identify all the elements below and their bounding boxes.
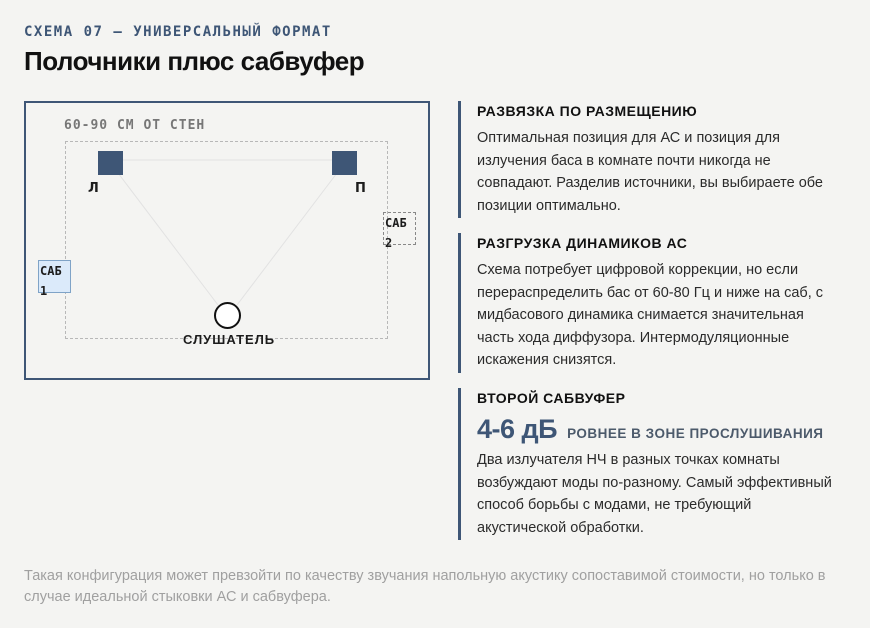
listener-position	[214, 302, 241, 329]
card-text: Оптимальная позиция для АС и позиция для излучения баса в комнате почти никогда не совпадают. Разделив источники, вы выбираете обе позиции оптимально.	[477, 130, 823, 214]
subwoofer-2-label	[385, 213, 425, 253]
subwoofer-2	[383, 212, 416, 250]
subwoofer-2-label-line2: 2	[385, 236, 393, 250]
eyebrow: СХЕМА 07 — УНИВЕРСАЛЬНЫЙ ФОРМАТ	[24, 24, 332, 40]
card-title: РАЗГРУЗКА ДИНАМИКОВ АС	[477, 235, 688, 251]
stat-row	[477, 414, 838, 445]
page-title: Полочники плюс сабвуфер	[24, 46, 365, 76]
subwoofer-1-label-line2: 1	[40, 284, 48, 298]
subwoofer-2-label-line1: САБ	[385, 216, 407, 230]
subwoofer-1-label	[40, 261, 80, 301]
card-text: Два излучателя НЧ в разных точках комнаты возбуждают моды по-разному. Самый эффективный способ борьбы с модами, не требующий акустической обработки.	[477, 452, 832, 536]
left-speaker-label: Л	[88, 181, 99, 196]
left-speaker	[98, 151, 123, 175]
right-speaker-label: П	[355, 181, 366, 196]
card-placement	[458, 101, 838, 218]
subwoofer-1-label-line1: САБ	[40, 264, 62, 278]
card-title: ВТОРОЙ САБВУФЕР	[477, 390, 626, 406]
footnote: Такая конфигурация может превзойти по качеству звучания напольную акустику сопоставимой стоимости, но только в случае идеальной стыковки АС и сабвуфера.	[24, 568, 826, 605]
card-text: Схема потребует цифровой коррекции, но если перераспределить бас от 60-80 Гц и ниже на саб, с мидбасового динамика снимается значительная часть хода диффузора. Интермодуляционные искажения снизятся.	[477, 262, 823, 368]
card-title: РАЗВЯЗКА ПО РАЗМЕЩЕНИЮ	[477, 103, 698, 119]
stat-note: РОВНЕЕ В ЗОНЕ ПРОСЛУШИВАНИЯ	[567, 426, 824, 441]
card-driver-unload	[458, 233, 838, 373]
card-second-sub	[458, 388, 838, 540]
zone-label: 60-90 СМ ОТ СТЕН	[64, 118, 206, 133]
right-speaker	[332, 151, 357, 175]
stat-value: 4-6 дБ	[477, 414, 558, 444]
listener-label: СЛУШАТЕЛЬ	[183, 332, 276, 347]
subwoofer-1	[38, 260, 71, 298]
